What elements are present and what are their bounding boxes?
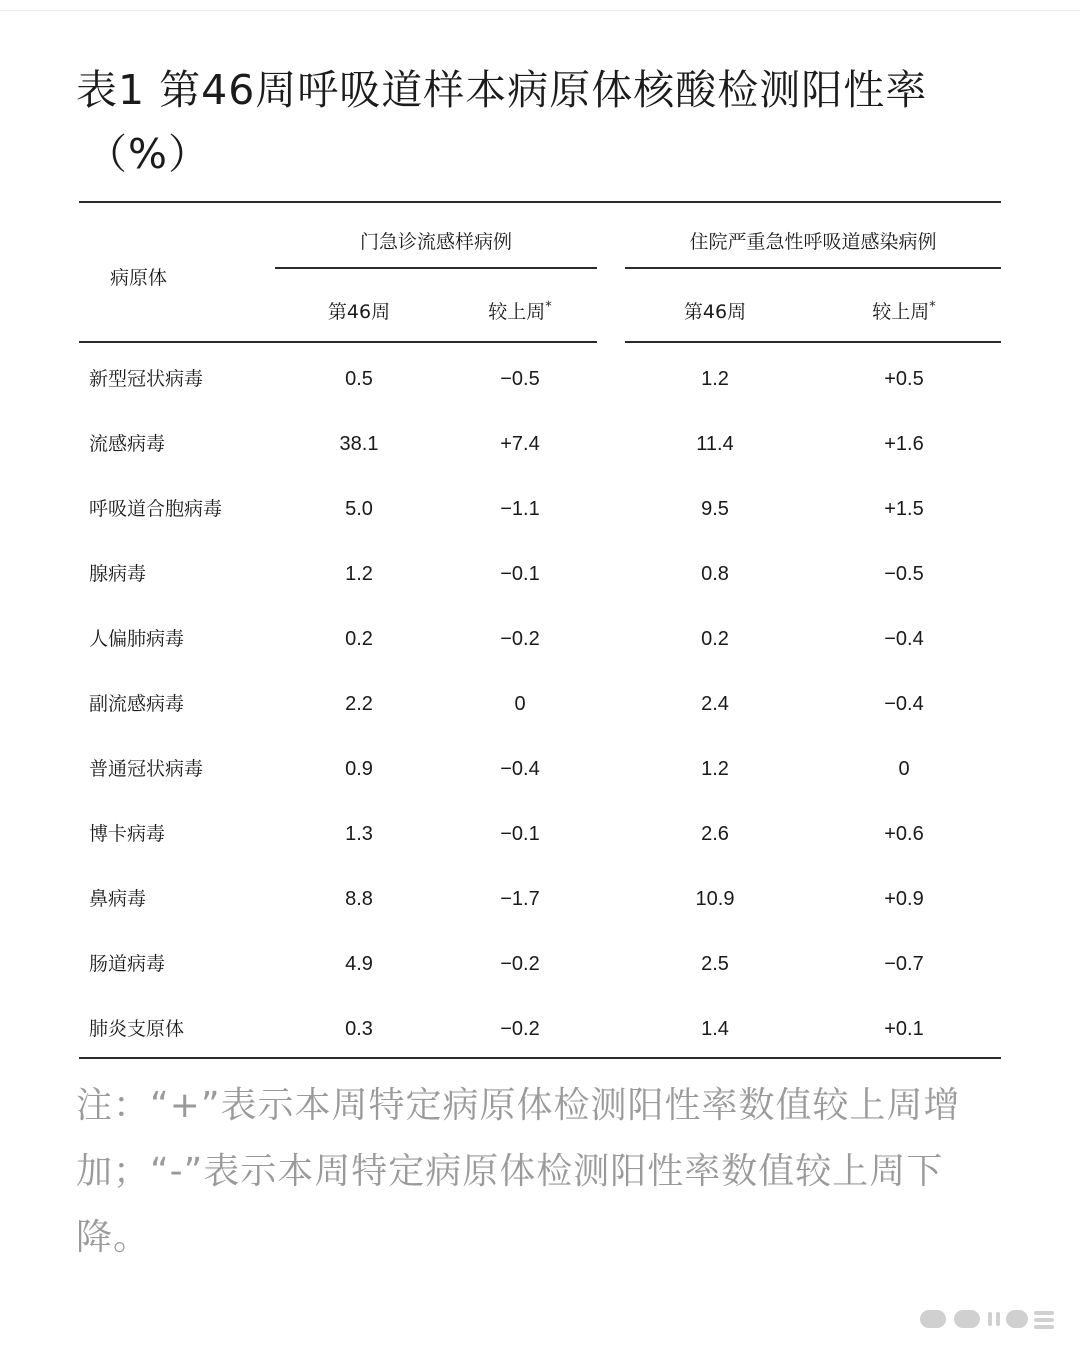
pathogen-name: 肠道病毒 — [89, 953, 166, 975]
pathogen-name: 腺病毒 — [89, 563, 147, 585]
watermark-logo — [920, 1308, 1060, 1330]
row-header-pathogen: 病原体 — [110, 267, 168, 289]
ip-week-value: 0.2 — [701, 628, 729, 650]
pathogen-name: 人偏肺病毒 — [89, 628, 185, 650]
op-change-value: +7.4 — [500, 433, 540, 455]
ip-change-value: −0.4 — [884, 693, 924, 715]
group-header-inpatient: 住院严重急性呼吸道感染病例 — [689, 231, 937, 253]
subheader-ip-week: 第46周 — [683, 301, 747, 323]
group-rule-inpatient — [625, 267, 1001, 269]
ip-change-value: +0.5 — [884, 368, 924, 390]
ip-change-value: +1.5 — [884, 498, 924, 520]
ip-week-value: 1.4 — [701, 1018, 729, 1040]
op-change-value: −0.1 — [500, 563, 540, 585]
table-row — [79, 932, 1001, 997]
table-row — [79, 347, 1001, 412]
group-header-outpatient: 门急诊流感样病例 — [359, 231, 512, 253]
header-bottom-rule-right — [625, 341, 1001, 343]
table-row — [79, 672, 1001, 737]
subheader-op-week: 第46周 — [327, 301, 391, 323]
ip-change-value: −0.7 — [884, 953, 924, 975]
table-row — [79, 802, 1001, 867]
op-change-value: −0.2 — [500, 953, 540, 975]
op-week-value: 5.0 — [345, 498, 373, 520]
subheader-ip-change — [844, 297, 964, 324]
op-change-value: −1.1 — [500, 498, 540, 520]
ip-week-value: 1.2 — [701, 368, 729, 390]
op-change-value: −1.7 — [500, 888, 540, 910]
op-week-value: 4.9 — [345, 953, 373, 975]
group-rule-outpatient — [275, 267, 597, 269]
table-row — [79, 607, 1001, 672]
op-change-value: −0.5 — [500, 368, 540, 390]
op-week-value: 1.3 — [345, 823, 373, 845]
page-title — [76, 58, 1016, 186]
op-week-value: 38.1 — [339, 433, 379, 455]
top-divider — [0, 10, 1080, 11]
pathogen-name: 普通冠状病毒 — [89, 758, 204, 780]
ip-change-value: +0.1 — [884, 1018, 924, 1040]
ip-change-value: +0.6 — [884, 823, 924, 845]
ip-week-value: 2.5 — [701, 953, 729, 975]
table-row — [79, 542, 1001, 607]
op-week-value: 0.9 — [345, 758, 373, 780]
op-change-value: −0.1 — [500, 823, 540, 845]
ip-week-value: 11.4 — [696, 433, 734, 455]
ip-week-value: 9.5 — [701, 498, 729, 520]
table-row — [79, 412, 1001, 477]
pathogen-name: 新型冠状病毒 — [89, 368, 204, 390]
footnote-mark: * — [545, 299, 552, 315]
subheader-op-change — [460, 297, 580, 324]
pathogen-name: 副流感病毒 — [89, 693, 185, 715]
op-change-value: 0 — [514, 693, 526, 715]
title-line-2: （%） — [86, 130, 210, 178]
op-change-value: −0.2 — [500, 1018, 540, 1040]
pathogen-name: 肺炎支原体 — [89, 1018, 185, 1040]
subheader-op-change-label: 较上周 — [488, 301, 546, 323]
table-footnote: 注：“+”表示本周特定病原体检测阳性率数值较上周增加；“-”表示本周特定病原体检测阳性率数值较上周下降。 — [76, 1085, 961, 1258]
table-top-rule — [79, 201, 1001, 203]
ip-week-value: 2.4 — [701, 693, 729, 715]
ip-week-value: 2.6 — [701, 823, 729, 845]
table-row — [79, 477, 1001, 542]
ip-week-value: 0.8 — [701, 563, 729, 585]
op-week-value: 0.5 — [345, 368, 373, 390]
ip-change-value: +1.6 — [884, 433, 924, 455]
op-change-value: −0.4 — [500, 758, 540, 780]
ip-change-value: +0.9 — [884, 888, 924, 910]
table-bottom-rule — [79, 1057, 1001, 1059]
table-row — [79, 737, 1001, 802]
table-row — [79, 997, 1001, 1062]
ip-change-value: 0 — [898, 758, 910, 780]
pathogen-name: 博卡病毒 — [89, 823, 166, 845]
subheader-ip-change-label: 较上周 — [872, 301, 930, 323]
op-week-value: 1.2 — [345, 563, 373, 585]
footnote-mark: * — [929, 299, 936, 315]
op-change-value: −0.2 — [500, 628, 540, 650]
ip-week-value: 1.2 — [701, 758, 729, 780]
pathogen-name: 呼吸道合胞病毒 — [89, 498, 223, 520]
op-week-value: 8.8 — [345, 888, 373, 910]
ip-week-value: 10.9 — [695, 888, 735, 910]
op-week-value: 0.3 — [345, 1018, 373, 1040]
op-week-value: 2.2 — [345, 693, 373, 715]
title-line-1: 表1 第46周呼吸道样本病原体核酸检测阳性率 — [76, 66, 928, 114]
pathogen-name: 流感病毒 — [89, 433, 166, 455]
ip-change-value: −0.5 — [884, 563, 924, 585]
header-bottom-rule-left — [79, 341, 597, 343]
table-row — [79, 867, 1001, 932]
pathogen-name: 鼻病毒 — [89, 888, 147, 910]
ip-change-value: −0.4 — [884, 628, 924, 650]
op-week-value: 0.2 — [345, 628, 373, 650]
